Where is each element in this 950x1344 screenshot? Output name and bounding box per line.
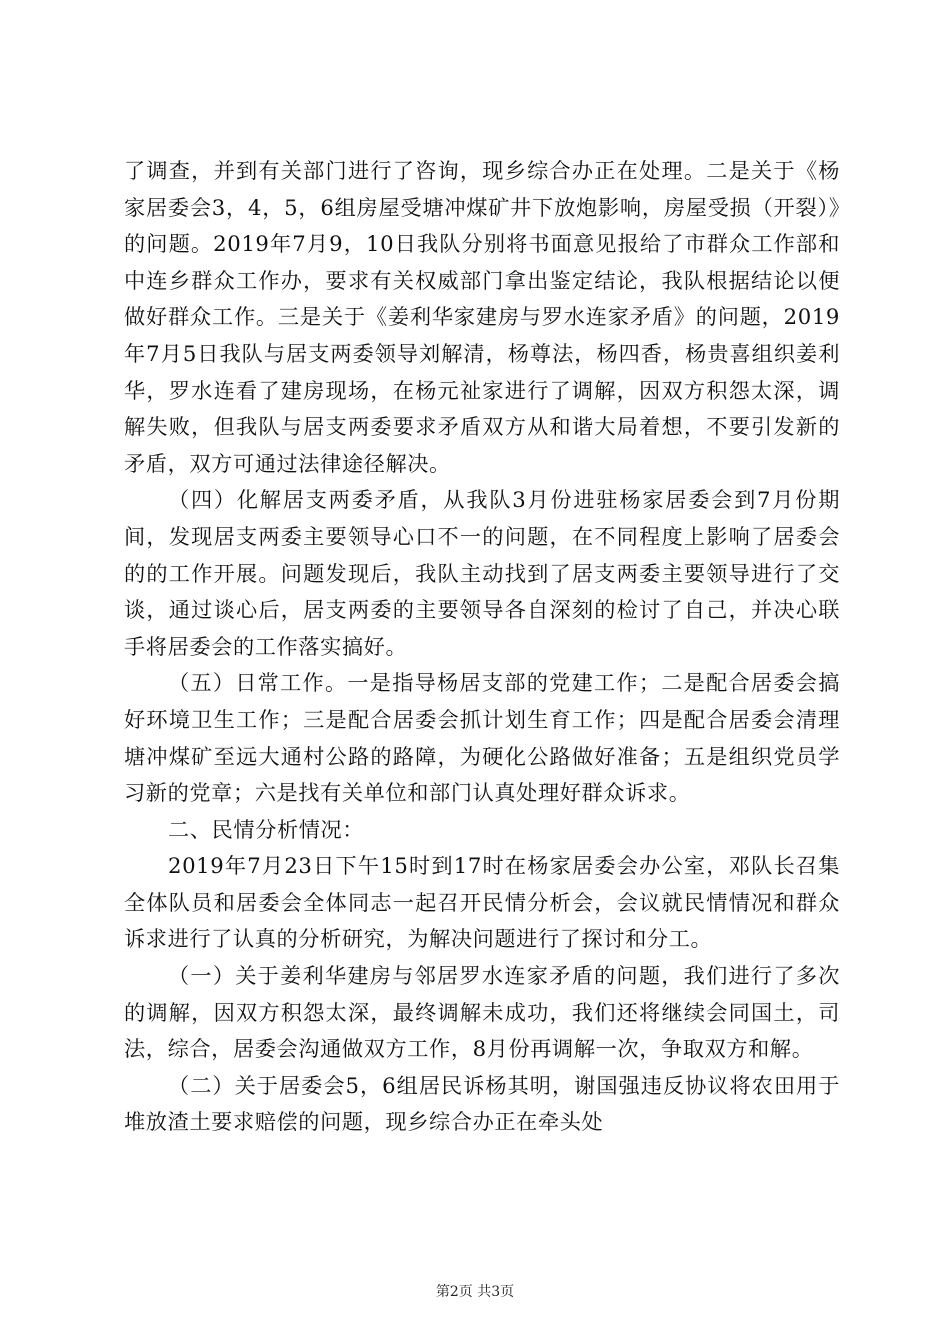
- page-footer: 第2页 共3页: [435, 1284, 515, 1300]
- paragraph-6: （二）关于居委会5，6组居民诉杨其明，谢国强违反协议将农田用于堆放渣土要求赔偿的问题，现乡综合办正在牵头处: [124, 1072, 840, 1135]
- paragraph-1: 了调查，并到有关部门进行了咨询，现乡综合办正在处理。二是关于《杨家居委会3，4，5，6组房屋受塘冲煤矿井下放炮影响，房屋受损（开裂）》的问题。2019年7月9，10日我队分别将书面意见报给了市群众工作部和中连乡群众工作办，要求有关权威部门拿出鉴定结论，我队根据结论以便做好群众工作。三是关于《姜利华家建房与罗水连家矛盾》的问题，2019年7月5日我队与居支两委领导刘解清，杨尊法，杨四香，杨贵喜组织姜利华，罗水连看了建房现场，在杨元祉家进行了调解，因双方积怨太深，调解失败，但我队与居支两委要求矛盾双方从和谐大局着想，不要引发新的矛盾，双方可通过法律途径解决。: [124, 158, 840, 476]
- section-heading: 二、民情分析情况：: [168, 816, 365, 842]
- paragraph-2: （四）化解居支两委矛盾，从我队3月份进驻杨家居委会到7月份期间，发现居支两委主要领导心口不一的问题，在不同程度上影响了居委会的的工作开展。问题发现后，我队主动找到了居支两委主要领导进行了交谈，通过谈心后，居支两委的主要领导各自深刻的检讨了自己，并决心联手将居委会的工作落实搞好。: [124, 487, 840, 659]
- document-body: [124, 153, 840, 1141]
- paragraph-5: （一）关于姜利华建房与邻居罗水连家矛盾的问题，我们进行了多次的调解，因双方积怨太深，最终调解未成功，我们还将继续会同国土，司法，综合，居委会沟通做双方工作，8月份再调解一次，争取双方和解。: [124, 963, 840, 1062]
- paragraph-4: 2019年7月23日下午15时到17时在杨家居委会办公室，邓队长召集全体队员和居委会全体同志一起召开民情分析会，会议就民情情况和群众诉求进行了认真的分析研究，为解决问题进行了探讨和分工。: [124, 853, 840, 952]
- paragraph-3: （五）日常工作。一是指导杨居支部的党建工作；二是配合居委会搞好环境卫生工作；三是配合居委会抓计划生育工作；四是配合居委会清理塘冲煤矿至远大通村公路的路障，为硬化公路做好准备；五是组织党员学习新的党章；六是找有关单位和部门认真处理好群众诉求。: [124, 670, 840, 806]
